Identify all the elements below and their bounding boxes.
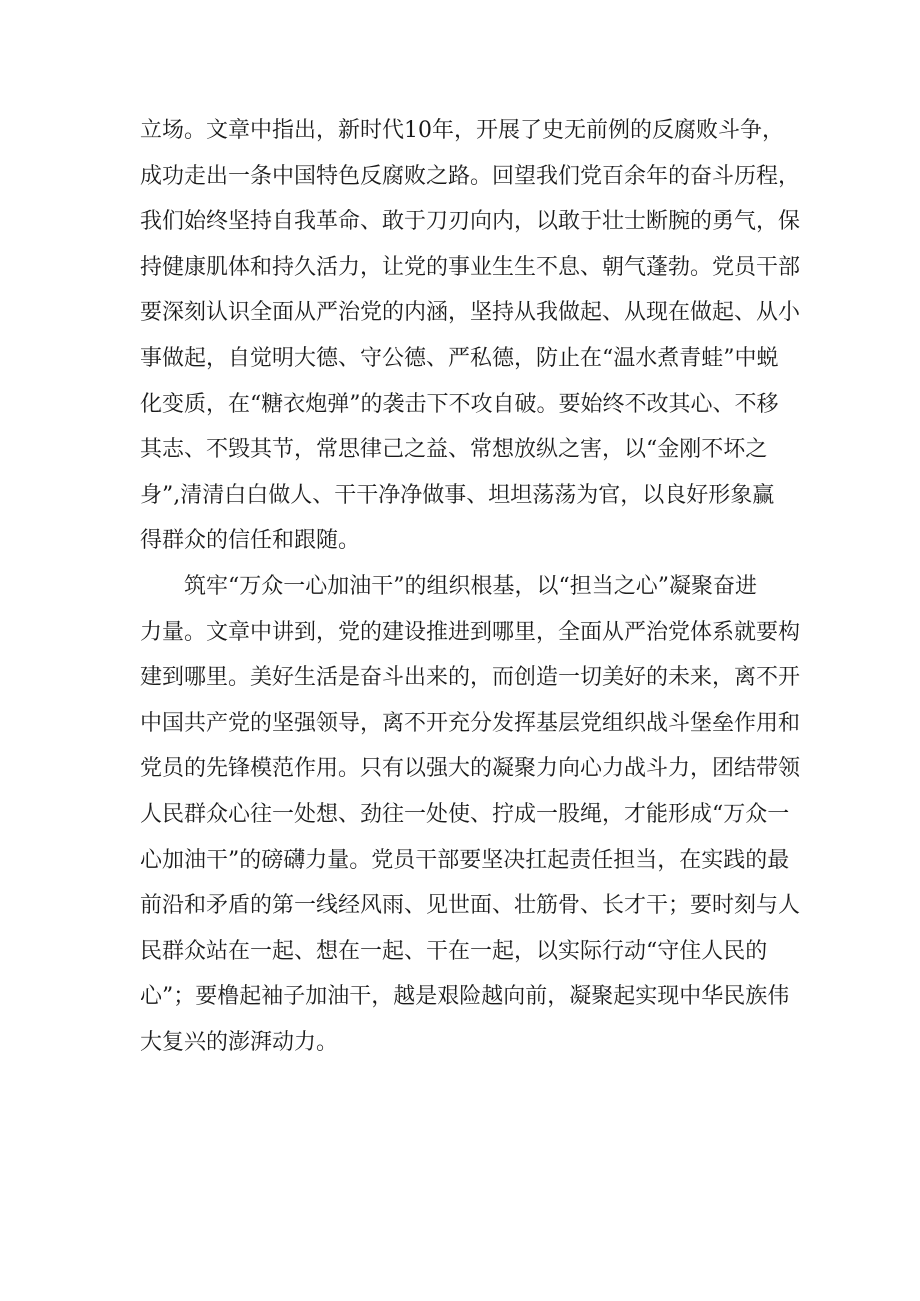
paragraph-line: 民群众站在一起、想在一起、干在一起，以实际行动“守住人民的	[140, 938, 768, 964]
paragraph-line: 心”；要橹起袖子加油干，越是艰险越向前，凝聚起实现中华民族伟	[140, 984, 790, 1010]
paragraph-line: 化变质，在“糖衣炮弹”的袭击下不攻自破。要始终不改其心、不移	[140, 391, 779, 417]
paragraph-line: 人民群众心往一处想、劲往一处使、拧成一股绳，才能形成“万众一	[140, 801, 790, 827]
paragraph-line: 心加油干”的磅礴力量。党员干部要坚决扛起责任担当，在实践的最	[140, 847, 790, 873]
paragraph-line: 党员的先锋模范作用。只有以强大的凝聚力向心力战斗力，团结带领	[140, 756, 801, 782]
paragraph-line: 成功走出一条中国特色反腐败之路。回望我们党百余年的奋斗历程，	[140, 163, 801, 189]
paragraph-line: 立场。文章中指出，新时代10年，开展了史无前例的反腐败斗争，	[140, 118, 784, 143]
document-body	[140, 108, 800, 1065]
paragraph-line: 我们始终坚持自我革命、敢于刀刃向内，以敢于壮士断腕的勇气，保	[140, 209, 801, 235]
paragraph-1	[140, 108, 800, 564]
paragraph-2	[140, 564, 800, 1066]
paragraph-line: 筑牢“万众一心加油干”的组织根基，以“担当之心”凝聚奋进	[184, 573, 757, 599]
paragraph-line: 事做起，自觉明大德、守公德、严私德，防止在“温水煮青蛙”中蜕	[140, 345, 779, 371]
paragraph-line: 力量。文章中讲到，党的建设推进到哪里，全面从严治党体系就要构	[140, 619, 801, 645]
paragraph-line: 中国共产党的坚强领导，离不开充分发挥基层党组织战斗堡垒作用和	[140, 710, 801, 736]
paragraph-line: 得群众的信任和跟随。	[140, 528, 361, 554]
paragraph-line: 其志、不毁其节，常思律己之益、常想放纵之害，以“金刚不坏之	[140, 437, 768, 463]
paragraph-line: 要深刻认识全面从严治党的内涵，坚持从我做起、从现在做起、从小	[140, 300, 801, 326]
paragraph-line: 建到哪里。美好生活是奋斗出来的，而创造一切美好的未来，离不开	[140, 665, 801, 691]
paragraph-line: 大复兴的澎湃动力。	[140, 1029, 339, 1055]
paragraph-line: 前沿和矛盾的第一线经风雨、见世面、壮筋骨、长才干；要时刻与人	[140, 893, 801, 919]
paragraph-line: 持健康肌体和持久活力，让党的事业生生不息、朝气蓬勃。党员干部	[140, 254, 801, 280]
paragraph-line: 身”,清清白白做人、干干净净做事、坦坦荡荡为官，以良好形象赢	[140, 482, 775, 508]
